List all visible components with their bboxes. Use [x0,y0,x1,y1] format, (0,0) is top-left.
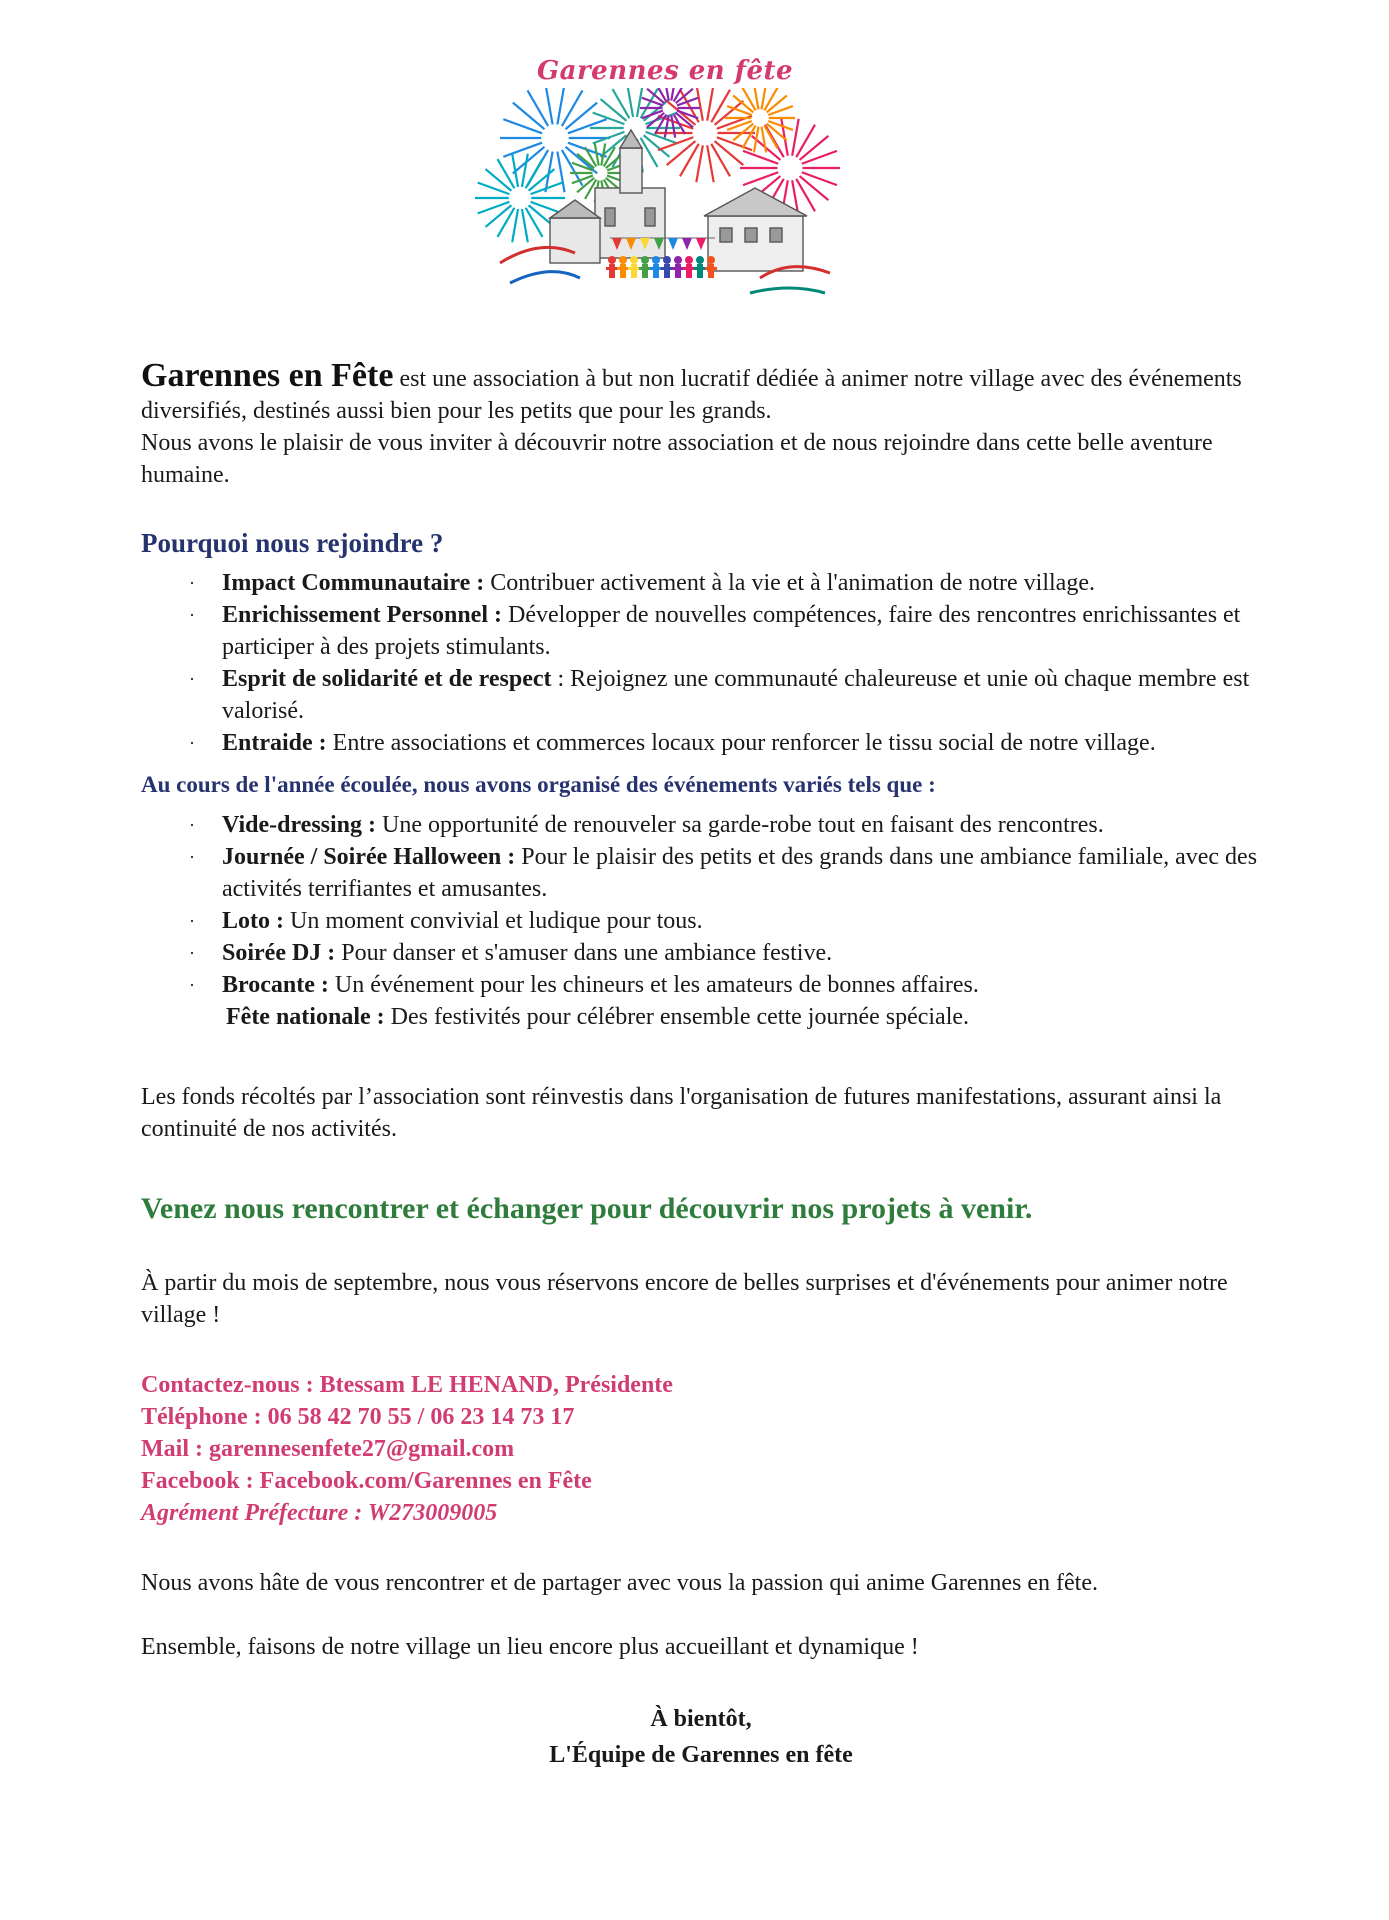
bullet-icon: · [189,815,195,835]
item-text: Un moment convivial et ludique pour tous. [284,908,703,934]
call-to-action: Venez nous rencontrer et échanger pour découvrir nos projets à venir. [141,1192,1033,1225]
item-text: : Rejoignez une communauté chaleureuse et unie où chaque membre est valorisé. [222,666,1250,724]
item-label: Enrichissement Personnel : [222,602,502,628]
bullet-icon: · [189,943,195,963]
item-label: Entraide : [222,730,327,756]
bullet-icon: · [189,573,195,593]
bullet-icon: · [189,847,195,867]
association-name: Garennes en Fête [141,357,394,394]
flyer-content [141,357,1261,1771]
item-text: Entre associations et commerces locaux pour renforcer le tissu social de notre village. [326,730,1156,756]
item-text: Pour danser et s'amuser dans une ambiance festive. [335,940,833,966]
logo-title: Garennes en fête [536,56,794,86]
why-heading: Pourquoi nous rejoindre ? [141,528,444,558]
closing-paragraph-2: Ensemble, faisons de notre village un lieu encore plus accueillant et dynamique ! [141,1634,919,1660]
item-text: Développer de nouvelles compétences, faire des rencontres enrichissantes et participer à des projets stimulants. [222,602,1241,660]
list-item [141,727,1261,759]
signature-greeting: À bientôt, [650,1706,752,1732]
list-item [141,969,1261,1001]
item-text: Pour le plaisir des petits et des grands dans une ambiance familiale, avec des activités terrifiantes et amusantes. [222,844,1258,902]
contact-block [141,1369,1261,1529]
house-icon [704,188,807,271]
why-list [141,567,1261,759]
closing-paragraph: Nous avons hâte de vous rencontrer et de partager avec vous la passion qui anime Garennes en fête. [141,1570,1098,1596]
funds-paragraph: Les fonds récoltés par l’association sont réinvestis dans l'organisation de futures manifestations, assurant ainsi la continuité de nos activités. [141,1084,1222,1142]
email-line: Mail : garennesenfete27@gmail.com [141,1436,515,1462]
item-text: Des festivités pour célébrer ensemble cette journée spéciale. [384,1004,970,1030]
item-text: Contribuer activement à la vie et à l'animation de notre village. [484,570,1095,596]
bullet-icon: · [189,911,195,931]
september-paragraph: À partir du mois de septembre, nous vous réservons encore de belles surprises et d'événements pour animer notre village ! [141,1270,1228,1328]
phone-line: Téléphone : 06 58 42 70 55 / 06 23 14 73 17 [141,1404,575,1430]
contact-line: Contactez-nous : Btessam LE HENAND, Présidente [141,1372,673,1398]
garennes-logo [460,52,870,332]
item-label: Journée / Soirée Halloween : [222,844,516,870]
list-item [141,841,1261,905]
people-chain-icon [606,256,717,278]
facebook-line: Facebook : Facebook.com/Garennes en Fête [141,1468,592,1494]
intro-text: est une association à but non lucratif dédiée à animer notre village avec des événements diversifiés, destinés aussi bien pour les petits que pour les grands. [141,366,1242,424]
signature-team: L'Équipe de Garennes en fête [549,1742,853,1768]
list-item [141,809,1261,841]
events-list [141,809,1261,1033]
prefecture-line: Agrément Préfecture : W273009005 [141,1500,498,1526]
bullet-icon: · [189,975,195,995]
bullet-icon: · [189,669,195,689]
intro-paragraph [141,357,1261,427]
fireworks-icon [460,88,870,328]
item-text: Un événement pour les chineurs et les amateurs de bonnes affaires. [328,972,979,998]
item-label: Loto : [222,908,284,934]
events-heading: Au cours de l'année écoulée, nous avons organisé des événements variés tels que : [141,772,936,797]
item-label: Brocante : [222,972,329,998]
bullet-icon: · [189,733,195,753]
list-item [141,905,1261,937]
bullet-icon: · [189,605,195,625]
list-item [141,567,1261,599]
item-label: Soirée DJ : [222,940,336,966]
list-item [141,663,1261,727]
list-item [141,599,1261,663]
item-label: Fête nationale : [226,1004,385,1030]
invitation-paragraph: Nous avons le plaisir de vous inviter à découvrir notre association et de nous rejoindre dans cette belle aventure humaine. [141,430,1213,488]
item-label: Esprit de solidarité et de respect [222,666,552,692]
item-text: Une opportunité de renouveler sa garde-robe tout en faisant des rencontres. [376,812,1104,838]
list-item [141,1001,1261,1033]
item-label: Impact Communautaire : [222,570,485,596]
list-item [141,937,1261,969]
item-label: Vide-dressing : [222,812,377,838]
